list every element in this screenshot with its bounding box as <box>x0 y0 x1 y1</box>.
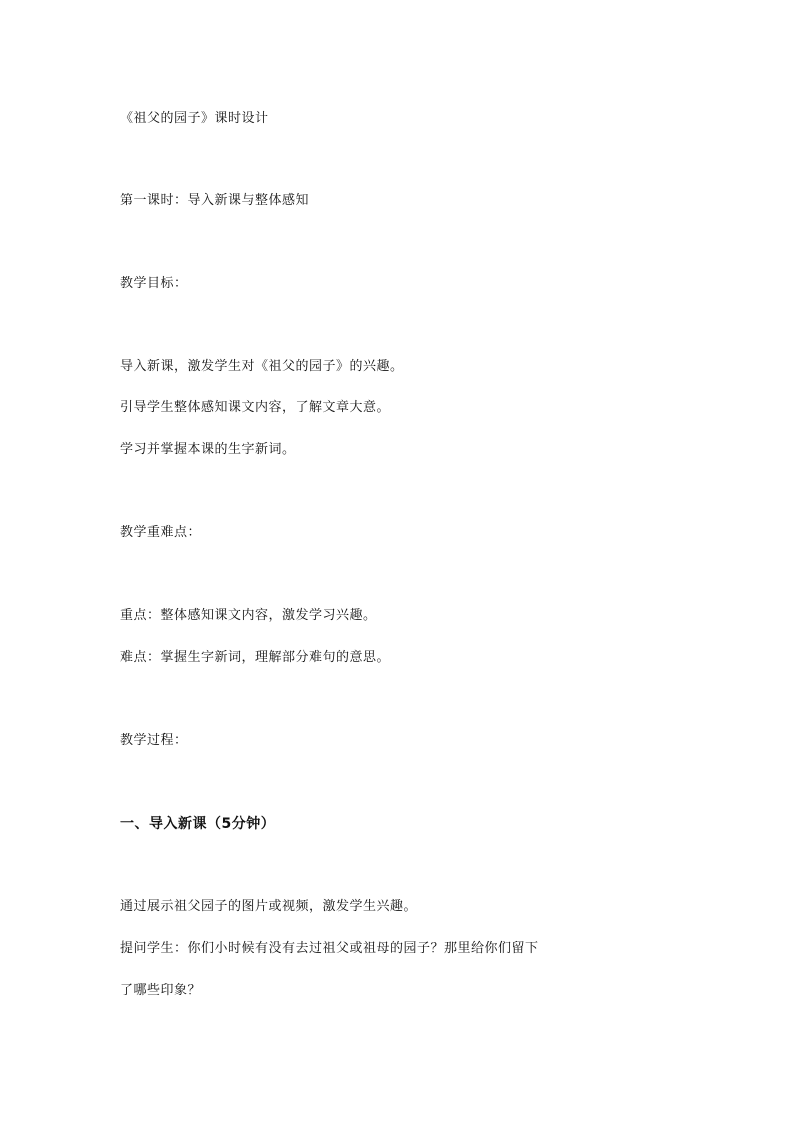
section-1-item: 提问学生：你们小时候有没有去过祖父或祖母的园子？那里给你们留下 <box>120 941 539 956</box>
document-title: 《祖父的园子》课时设计 <box>120 111 269 126</box>
objectives-heading: 教学目标： <box>120 276 188 291</box>
section-1-item: 通过展示祖父园子的图片或视频，激发学生兴趣。 <box>120 899 418 914</box>
section-1-item: 了哪些印象？ <box>120 983 202 998</box>
objective-item: 引导学生整体感知课文内容，了解文章大意。 <box>120 400 391 415</box>
objective-item: 导入新课，激发学生对《祖父的园子》的兴趣。 <box>120 359 404 374</box>
key-points-heading: 教学重难点： <box>120 525 202 540</box>
difficult-point: 难点：掌握生字新词，理解部分难句的意思。 <box>120 650 391 665</box>
lesson-title: 第一课时：导入新课与整体感知 <box>120 193 310 208</box>
section-1-title: 一、导入新课（5分钟） <box>120 816 276 832</box>
objective-item: 学习并掌握本课的生字新词。 <box>120 442 296 457</box>
key-point: 重点：整体感知课文内容，激发学习兴趣。 <box>120 608 377 623</box>
process-heading: 教学过程： <box>120 733 188 748</box>
